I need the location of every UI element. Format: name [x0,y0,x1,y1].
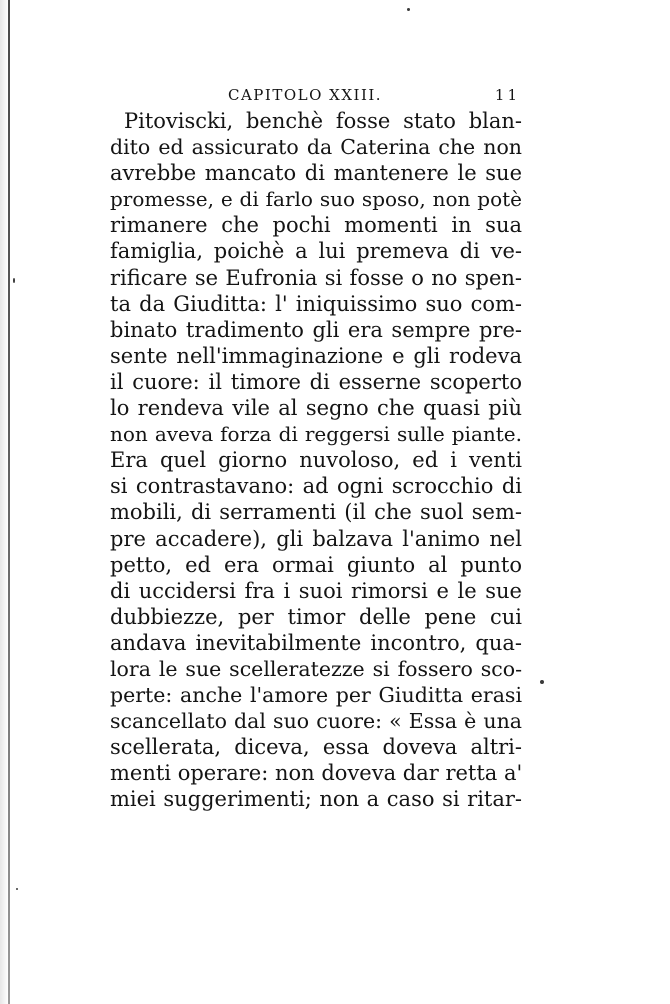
page-gutter-shadow [0,0,8,1004]
text-line: avrebbe mancato di mantenere le sue [110,161,522,186]
text-line: mobili, di serramenti (il che suol sem- [110,500,522,525]
text-line: menti operare: non doveva dar retta a' [110,761,523,786]
ink-speck [13,278,15,283]
text-line: non aveva forza di reggersi sulle piante. [110,422,522,447]
ink-speck [16,888,18,890]
text-line: dito ed assicurato da Caterina che non [110,135,522,160]
text-line: ta da Giuditta: l' iniquissimo suo com- [110,291,522,316]
text-line: dubbiezze, per timor delle pene cui [110,604,522,629]
text-line: andava inevitabilmente incontro, qua- [110,630,522,655]
ink-speck [540,680,544,684]
text-line: il cuore: il timore di esserne scoperto [110,369,522,394]
chapter-title: CAPITOLO XXIII. [228,86,383,104]
page-number: 11 [494,86,520,104]
text-line: di uccidersi fra i suoi rimorsi e le sue [110,578,522,603]
text-line: famiglia, poichè a lui premeva di ve- [110,239,522,264]
text-line: Era quel giorno nuvoloso, ed i venti [110,448,522,473]
text-line: miei suggerimenti; non a caso si ritar- [110,787,522,812]
text-line: promesse, e di farlo suo sposo, non potè [110,187,522,212]
text-line: scellerata, diceva, essa doveva altri- [110,735,522,760]
text-line: rificare se Eufronia si fosse o no spen- [110,265,522,290]
text-line: pre accadere), gli balzava l'animo nel [110,526,522,551]
text-line: scancellato dal suo cuore: « Essa è una [110,709,522,734]
text-line: petto, ed era ormai giunto al punto [110,552,522,577]
body-text [110,108,522,813]
text-line: Pitoviscki, benchè fosse stato blan- [124,109,522,133]
text-line: rimanere che pochi momenti in sua [110,213,522,238]
ink-speck [407,8,410,11]
text-line: sente nell'immaginazione e gli rodeva [110,343,522,368]
page-binding-edge [8,0,10,1004]
running-head [110,86,520,110]
text-line: perte: anche l'amore per Giuditta erasi [110,683,522,708]
text-line: lora le sue scelleratezze si fossero sco- [110,656,522,681]
text-line: si contrastavano: ad ogni scrocchio di [110,474,522,499]
text-line: lo rendeva vile al segno che quasi più [110,396,522,421]
text-line: binato tradimento gli era sempre pre- [110,317,522,342]
